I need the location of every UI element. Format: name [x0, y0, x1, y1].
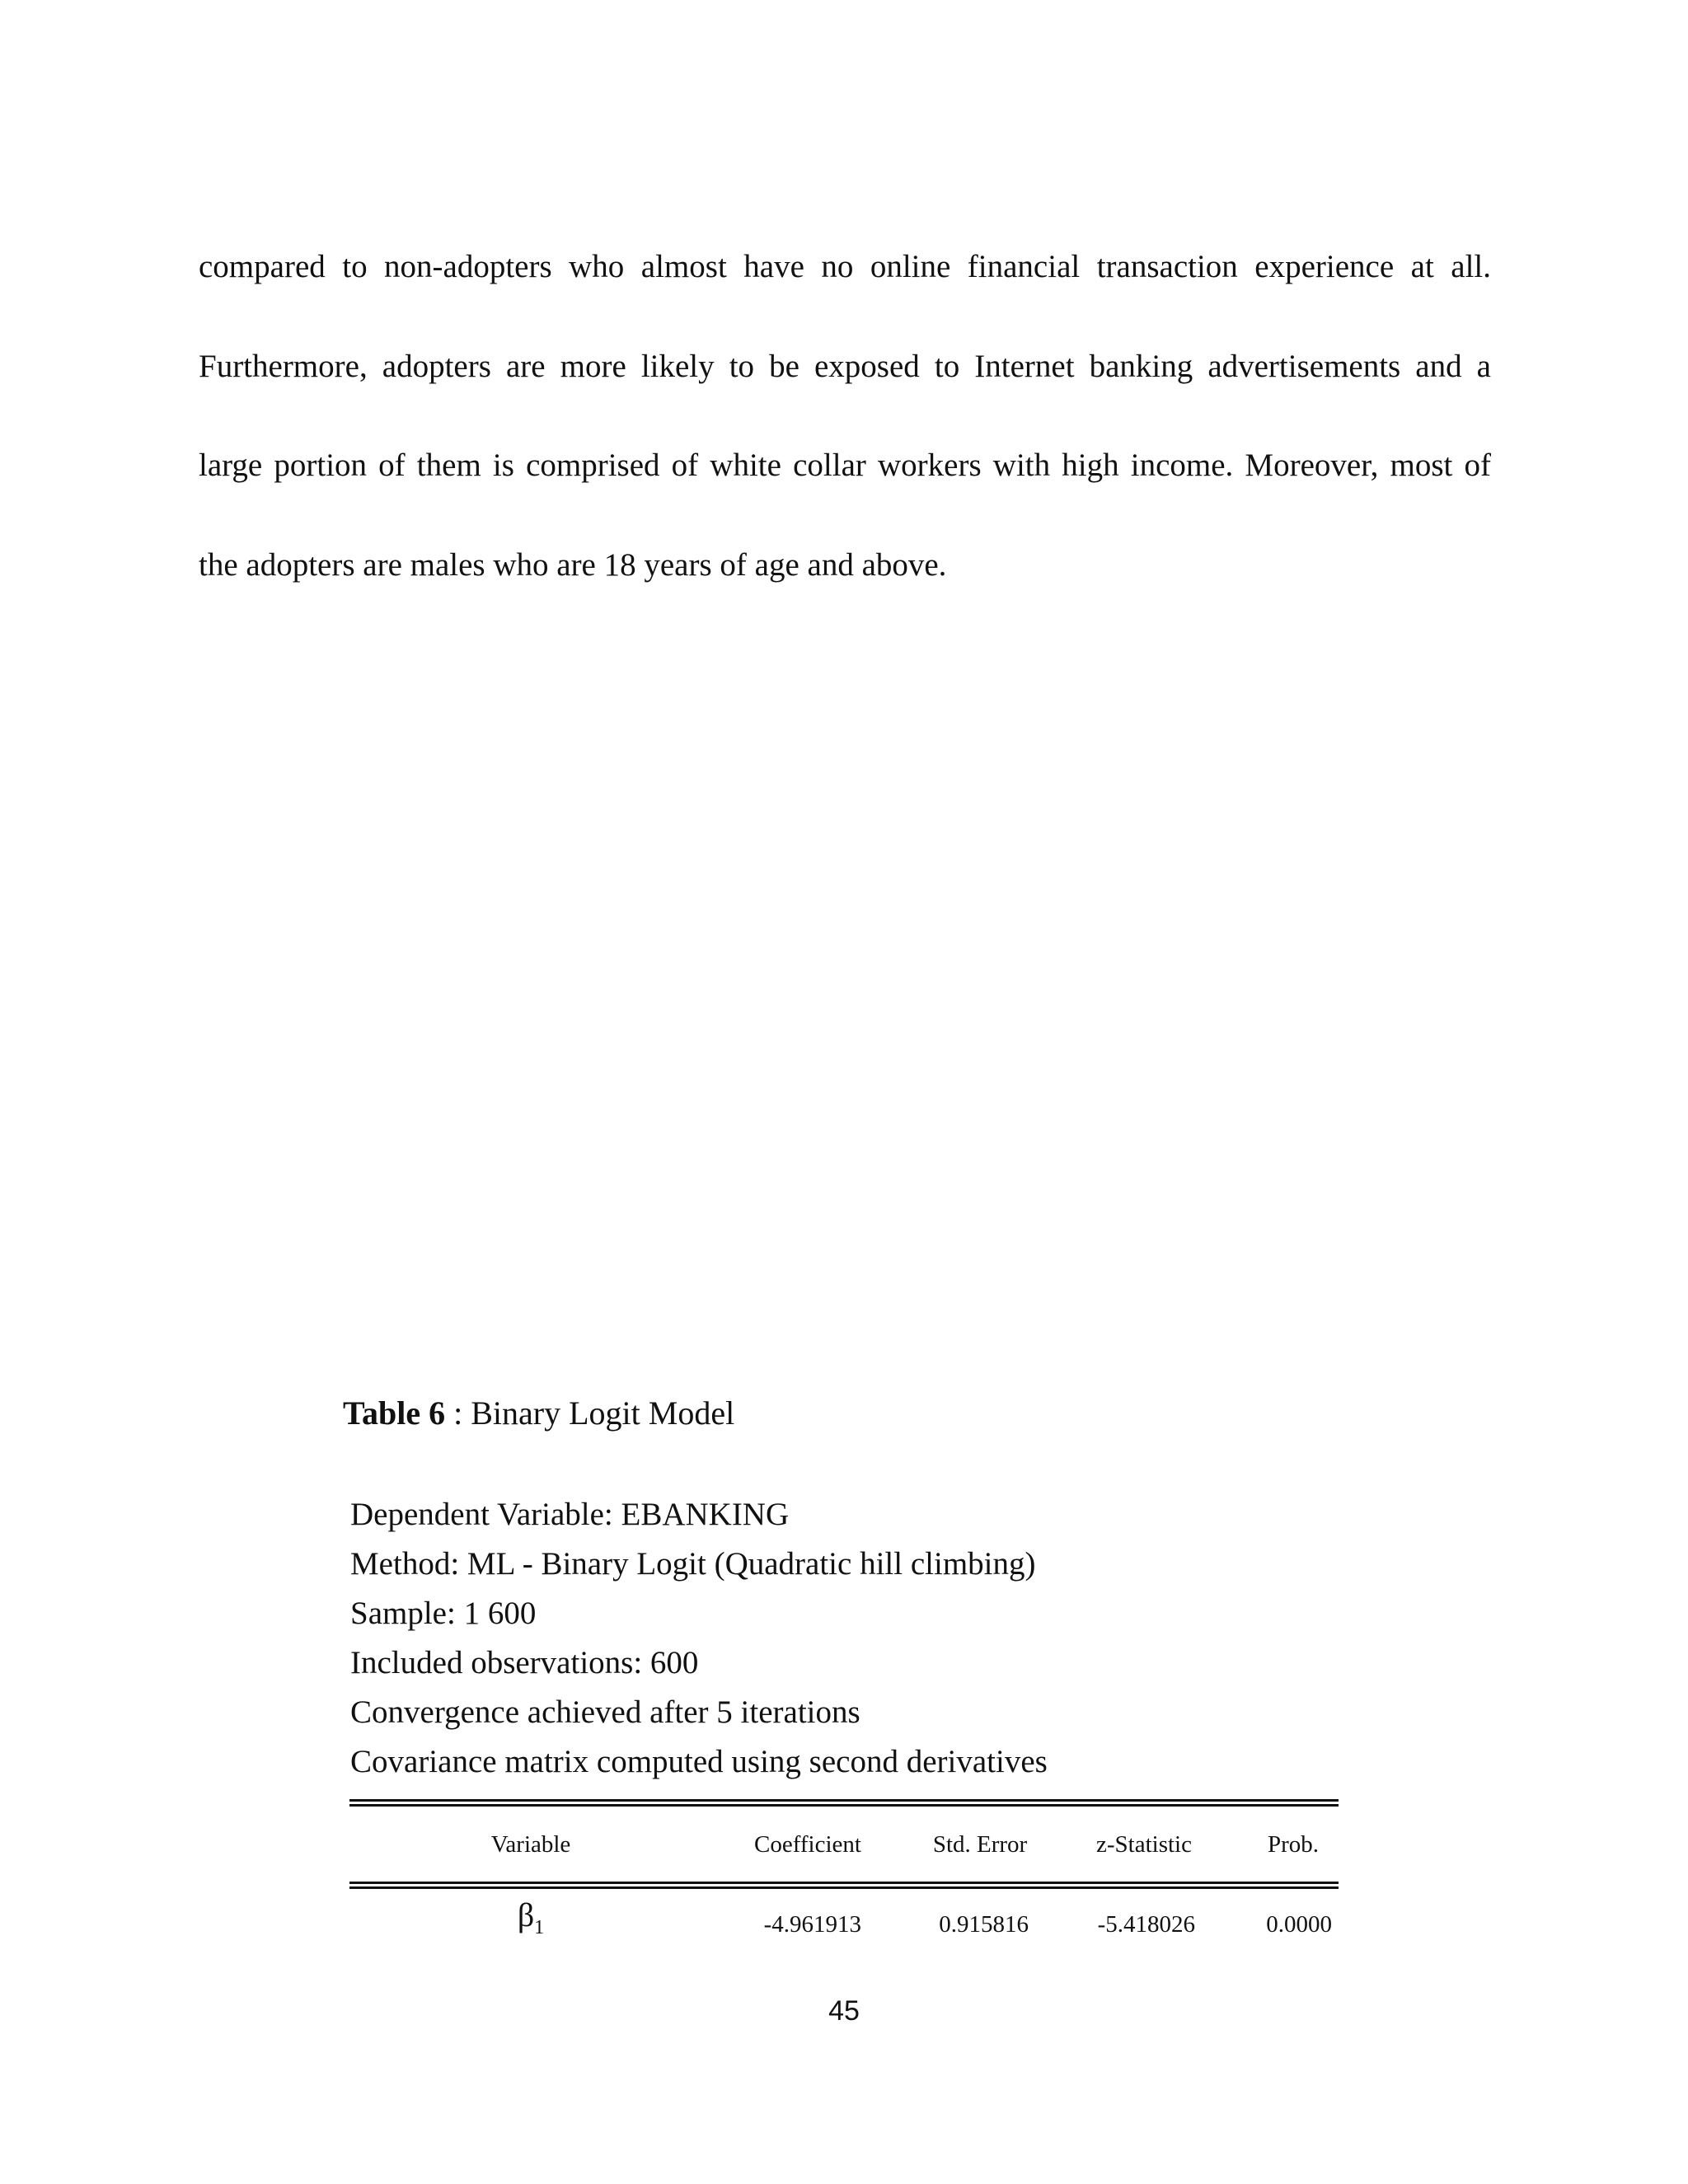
header-z-statistic: z-Statistic	[1096, 1831, 1192, 1858]
beta-symbol: β	[517, 1896, 535, 1933]
header-std-error: Std. Error	[932, 1831, 1028, 1858]
table-caption	[343, 1393, 734, 1434]
table-row-std-error: 0.915816	[939, 1911, 1029, 1938]
header-coefficient: Coefficient	[754, 1831, 861, 1858]
page-number: 45	[828, 1995, 860, 2027]
table-row-coefficient: -4.961913	[763, 1911, 861, 1938]
paragraph-line: Furthermore, adopters are more likely to be exposed to Internet banking advertisements and a	[199, 348, 1491, 384]
beta-subscript: 1	[534, 1917, 545, 1938]
table-number: Table 6	[343, 1394, 446, 1432]
meta-line: Sample: 1 600	[350, 1596, 537, 1631]
paragraph-line: compared to non-adopters who almost have no online financial transaction experience at all.	[199, 249, 1491, 284]
table-top-rule	[349, 1799, 1339, 1807]
body-paragraph	[199, 218, 1491, 615]
table-row-variable	[517, 1896, 545, 1944]
paragraph-line: the adopters are males who are 18 years of age and above.	[199, 546, 947, 583]
meta-line: Convergence achieved after 5 iterations	[350, 1694, 860, 1730]
header-variable: Variable	[490, 1831, 571, 1858]
table-title: : Binary Logit Model	[445, 1394, 735, 1432]
meta-line: Method: ML - Binary Logit (Quadratic hill climbing)	[350, 1546, 1036, 1582]
table-row-prob: 0.0000	[1266, 1911, 1332, 1938]
table-header-rule	[349, 1882, 1339, 1889]
meta-line: Included observations: 600	[350, 1645, 699, 1680]
paragraph-line: large portion of them is comprised of white collar workers with high income. Moreover, most of	[199, 448, 1491, 483]
regression-metadata	[350, 1490, 1048, 1787]
meta-line: Covariance matrix computed using second derivatives	[350, 1744, 1048, 1779]
table-row-z-statistic: -5.418026	[1097, 1911, 1195, 1938]
meta-line: Dependent Variable: EBANKING	[350, 1497, 790, 1532]
header-prob: Prob.	[1267, 1831, 1320, 1858]
